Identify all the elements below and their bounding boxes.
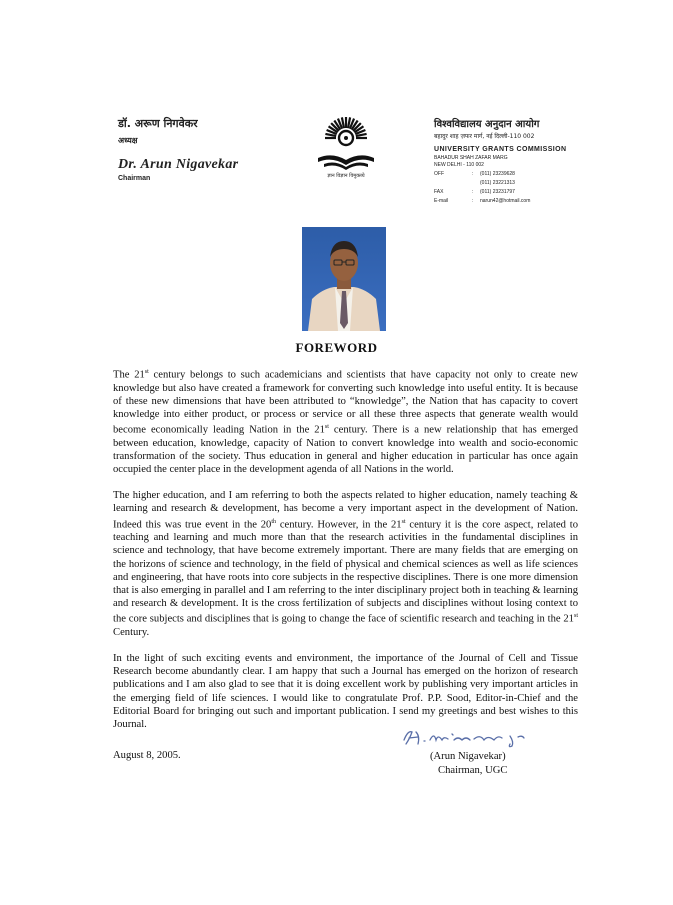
chairman-role-hindi: अध्यक्ष [118, 136, 138, 145]
signatory-title: Chairman, UGC [438, 764, 508, 776]
address-line-1: BAHADUR SHAH ZAFAR MARG [434, 155, 508, 161]
org-name-english: UNIVERSITY GRANTS COMMISSION [434, 146, 567, 153]
contact-value: (011) 23221313 [480, 180, 515, 186]
contact-value: (011) 23231797 [480, 189, 515, 195]
signatory-block [430, 750, 507, 777]
contact-row: FAX : (011) 23231797 [434, 189, 515, 195]
letterhead-left [118, 116, 238, 182]
contact-block [434, 170, 566, 206]
contact-row: OFF : (011) 23239628 [434, 171, 515, 177]
contact-label [434, 179, 472, 188]
handwritten-signature [400, 726, 540, 750]
contact-value: narun42@hotmail.com [480, 198, 531, 204]
letter-date: August 8, 2005. [113, 750, 181, 761]
signatory-name: (Arun Nigavekar) [430, 751, 506, 762]
page-title: FOREWORD [295, 340, 378, 355]
contact-label: OFF [434, 171, 444, 177]
chairman-role-english: Chairman [118, 175, 151, 182]
contact-row [434, 179, 566, 188]
portrait-photo [302, 227, 386, 331]
paragraph-2: The higher education, and I am referring to both the aspects related to higher education, namely teaching & learning and research & development, has become a very important aspect in the development of Nation. Indeed this was true event in the 20th century. However, in the 21st century it is the core aspect, related to teaching and learning and much more than that the research activities in the fundamental disciplines in science and technology, that have become extremely important. There are many fields that are emerging on the horizons of science and technology, in the field of physical and chemical sciences as well as life sciences and engineering, that have roots into core subjects in the respective disciplines. There is one more dimension that is also emerging in parallel and I am referring to the inter disciplinary project both in teaching & learning and research & development. It is the cross fertilization of subjects and disciplines without losing context to the core subjects and disciplines that is going to change the face of scientific research and teaching in the 21st Century. [113, 490, 578, 638]
paragraph-3: In the light of such exciting events and environment, the importance of the Journal of Cell and Tissue Research become abundantly clear. I am happy that such a Journal has emerged on the horizon of research publications and I am also glad to see that it is doing excellent work by publishing very important articles in the emerging field of life sciences. I would like to congratulate Prof. P.P. Sood, Editor-in-Chief and the Editorial Board for bringing out such and important publication. I send my greetings and best wishes to this Journal. [113, 653, 578, 730]
chairman-name-english: Dr. Arun Nigavekar [118, 157, 239, 172]
contact-label: FAX [434, 189, 444, 195]
address-line-2: NEW DELHI - 110 002 [434, 162, 484, 168]
emblem-motto: ज्ञान विज्ञान विमुक्तये [327, 173, 365, 179]
org-address-hindi: बहादुर शाह ज़फर मार्ग, नई दिल्ली-110 002 [434, 133, 535, 140]
foreword-body [113, 366, 578, 744]
org-address-english [434, 155, 566, 169]
contact-value: (011) 23239628 [480, 171, 515, 177]
contact-label: E-mail [434, 198, 449, 204]
contact-row: E-mail : narun42@hotmail.com [434, 198, 531, 204]
chairman-name-hindi: डॉ. अरूण निगवेकर [118, 117, 198, 130]
emblem-wheel [325, 117, 367, 145]
org-name-hindi: विश्वविद्यालय अनुदान आयोग [434, 119, 540, 130]
letterhead-right [434, 116, 566, 206]
paragraph-1: The 21st century belongs to such academicians and scientists that have capacity not only to create new knowledge but also have created a framework for converting such knowledge into useful entity. It is because of these new dimensions that have been attributed to “knowledge”, the Nation that has capacity to covert knowledge into either product, or process or service or all these three aspects that generate wealth would become economically leading Nation in the 21st century. There is a new relationship that has emerged between education, knowledge, capacity of Nation to convert knowledge into wealth and socio-economic transformation of the society. Thus education in general and higher education in particular has once again occupied the center place in the development agenda of all Nations in the world. [113, 369, 578, 476]
